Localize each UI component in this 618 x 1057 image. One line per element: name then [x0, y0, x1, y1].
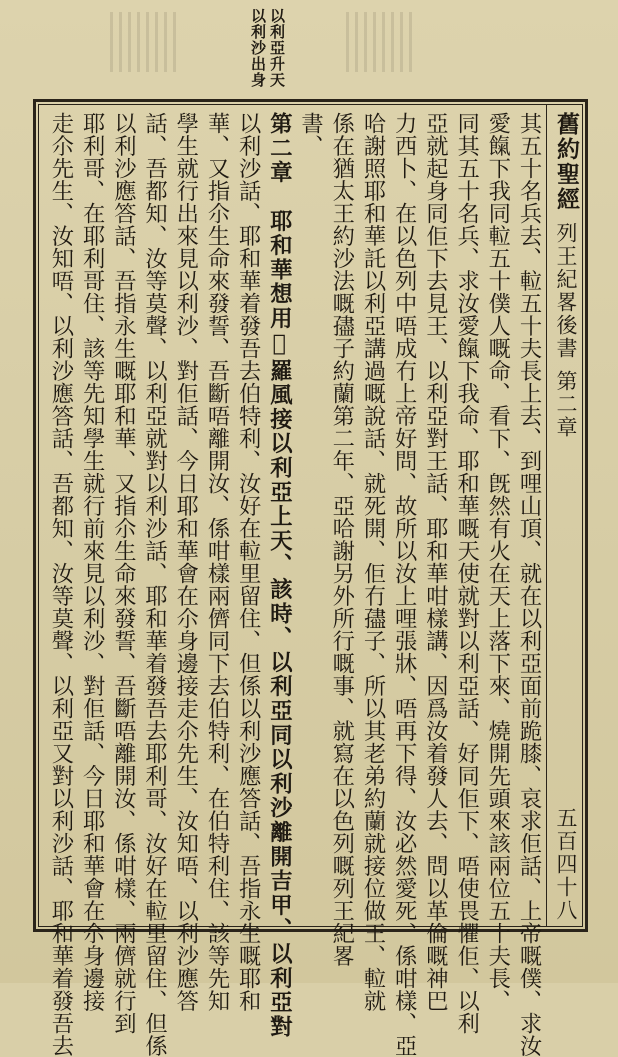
text-column: 力西卜、在以色列中唔成冇上帝好問、故所以汝上哩張牀、唔再下得、汝必然愛死、係咁樣、亞 — [391, 112, 418, 1057]
text-column: 愛餼下我同𨋢五十僕人嘅命、看下、旣然有火在天上落下來、燒開先頭來該兩位五十夫長、 — [484, 112, 511, 1012]
main-text — [44, 112, 544, 1057]
text-column: 哈謝照耶和華託以利亞講過嘅說話、就死開、佢冇孻子、所以其老弟約蘭就接位做王、𨋢就 — [359, 112, 386, 1012]
book-title: 舊約聖經 — [553, 112, 580, 212]
chapter-heading-column: 第二章 耶和華想用𦋺羅風接以利亞上天、該時、以利亞同以利沙離開吉甲、以利亞對 — [266, 112, 293, 1040]
head-note: 以利亞升天 — [268, 8, 286, 88]
text-column: 亞就起身同佢下去見王、以利亞對王話、耶和華咁樣講、因爲汝着發人去、問以革倫嘅神巴 — [422, 112, 449, 1012]
running-header — [549, 112, 583, 922]
text-column: 其五十名兵去、𨋢五十夫長上去、到哩山頂、就在以利亞面前跪膝、哀求佢話、上帝嘅僕、求汝 — [516, 112, 542, 1057]
text-column: 耶利哥、在耶利哥住、該等先知學生就行前來見以利沙、對佢話、今日耶和華會在尒身邊接 — [79, 112, 106, 1012]
page-number: 五百四十八 — [554, 807, 578, 922]
bleed-through-text — [110, 12, 180, 72]
bleed-through-text — [346, 12, 416, 72]
text-column: 華、又指尒生命來發誓、吾斷唔離開汝、係咁樣兩儕同下去伯特利、在伯特利住、該等先知 — [203, 112, 230, 1012]
text-column: 同其五十名兵、求汝愛餼下我命、耶和華嘅天使就對以利亞話、好同佢下、唔使畏懼佢、以利 — [453, 112, 480, 1035]
text-column: 以利沙應答話、吾指永生嘅耶和華、又指尒生命來發誓、吾斷唔離開汝、係咁樣、兩儕就行到 — [110, 112, 137, 1035]
section-title: 列王紀畧後書 — [554, 222, 578, 360]
text-column: 走尒先生、汝知唔、以利沙應答話、吾都知、汝等莫聲、以利亞又對以利沙話、耶和華着發吾去 — [47, 112, 74, 1057]
head-note: 以利沙出身 — [249, 8, 267, 88]
text-column: 學生就行出來見以利沙、對佢話、今日耶和華會在尒身邊接走尒先生、汝知唔、以利沙應答 — [172, 112, 199, 1012]
text-column: 以利沙話、耶和華着發吾去伯特利、汝好在𨋢里留住、但係以利沙應答話、吾指永生嘅耶和 — [235, 112, 262, 1012]
text-column: 書、 — [297, 112, 324, 157]
chapter-label: 第二章 — [554, 370, 578, 439]
text-column: 係在猶太王約沙法嘅孻子約蘭第二年、亞哈謝另外所行嘅事、就寫在以色列嘅列王紀畧 — [328, 112, 355, 967]
text-column: 話、吾都知、汝等莫聲、以利亞就對以利沙話、耶和華着發吾去耶利哥、汝好在𨋢里留住、但係 — [141, 112, 168, 1057]
